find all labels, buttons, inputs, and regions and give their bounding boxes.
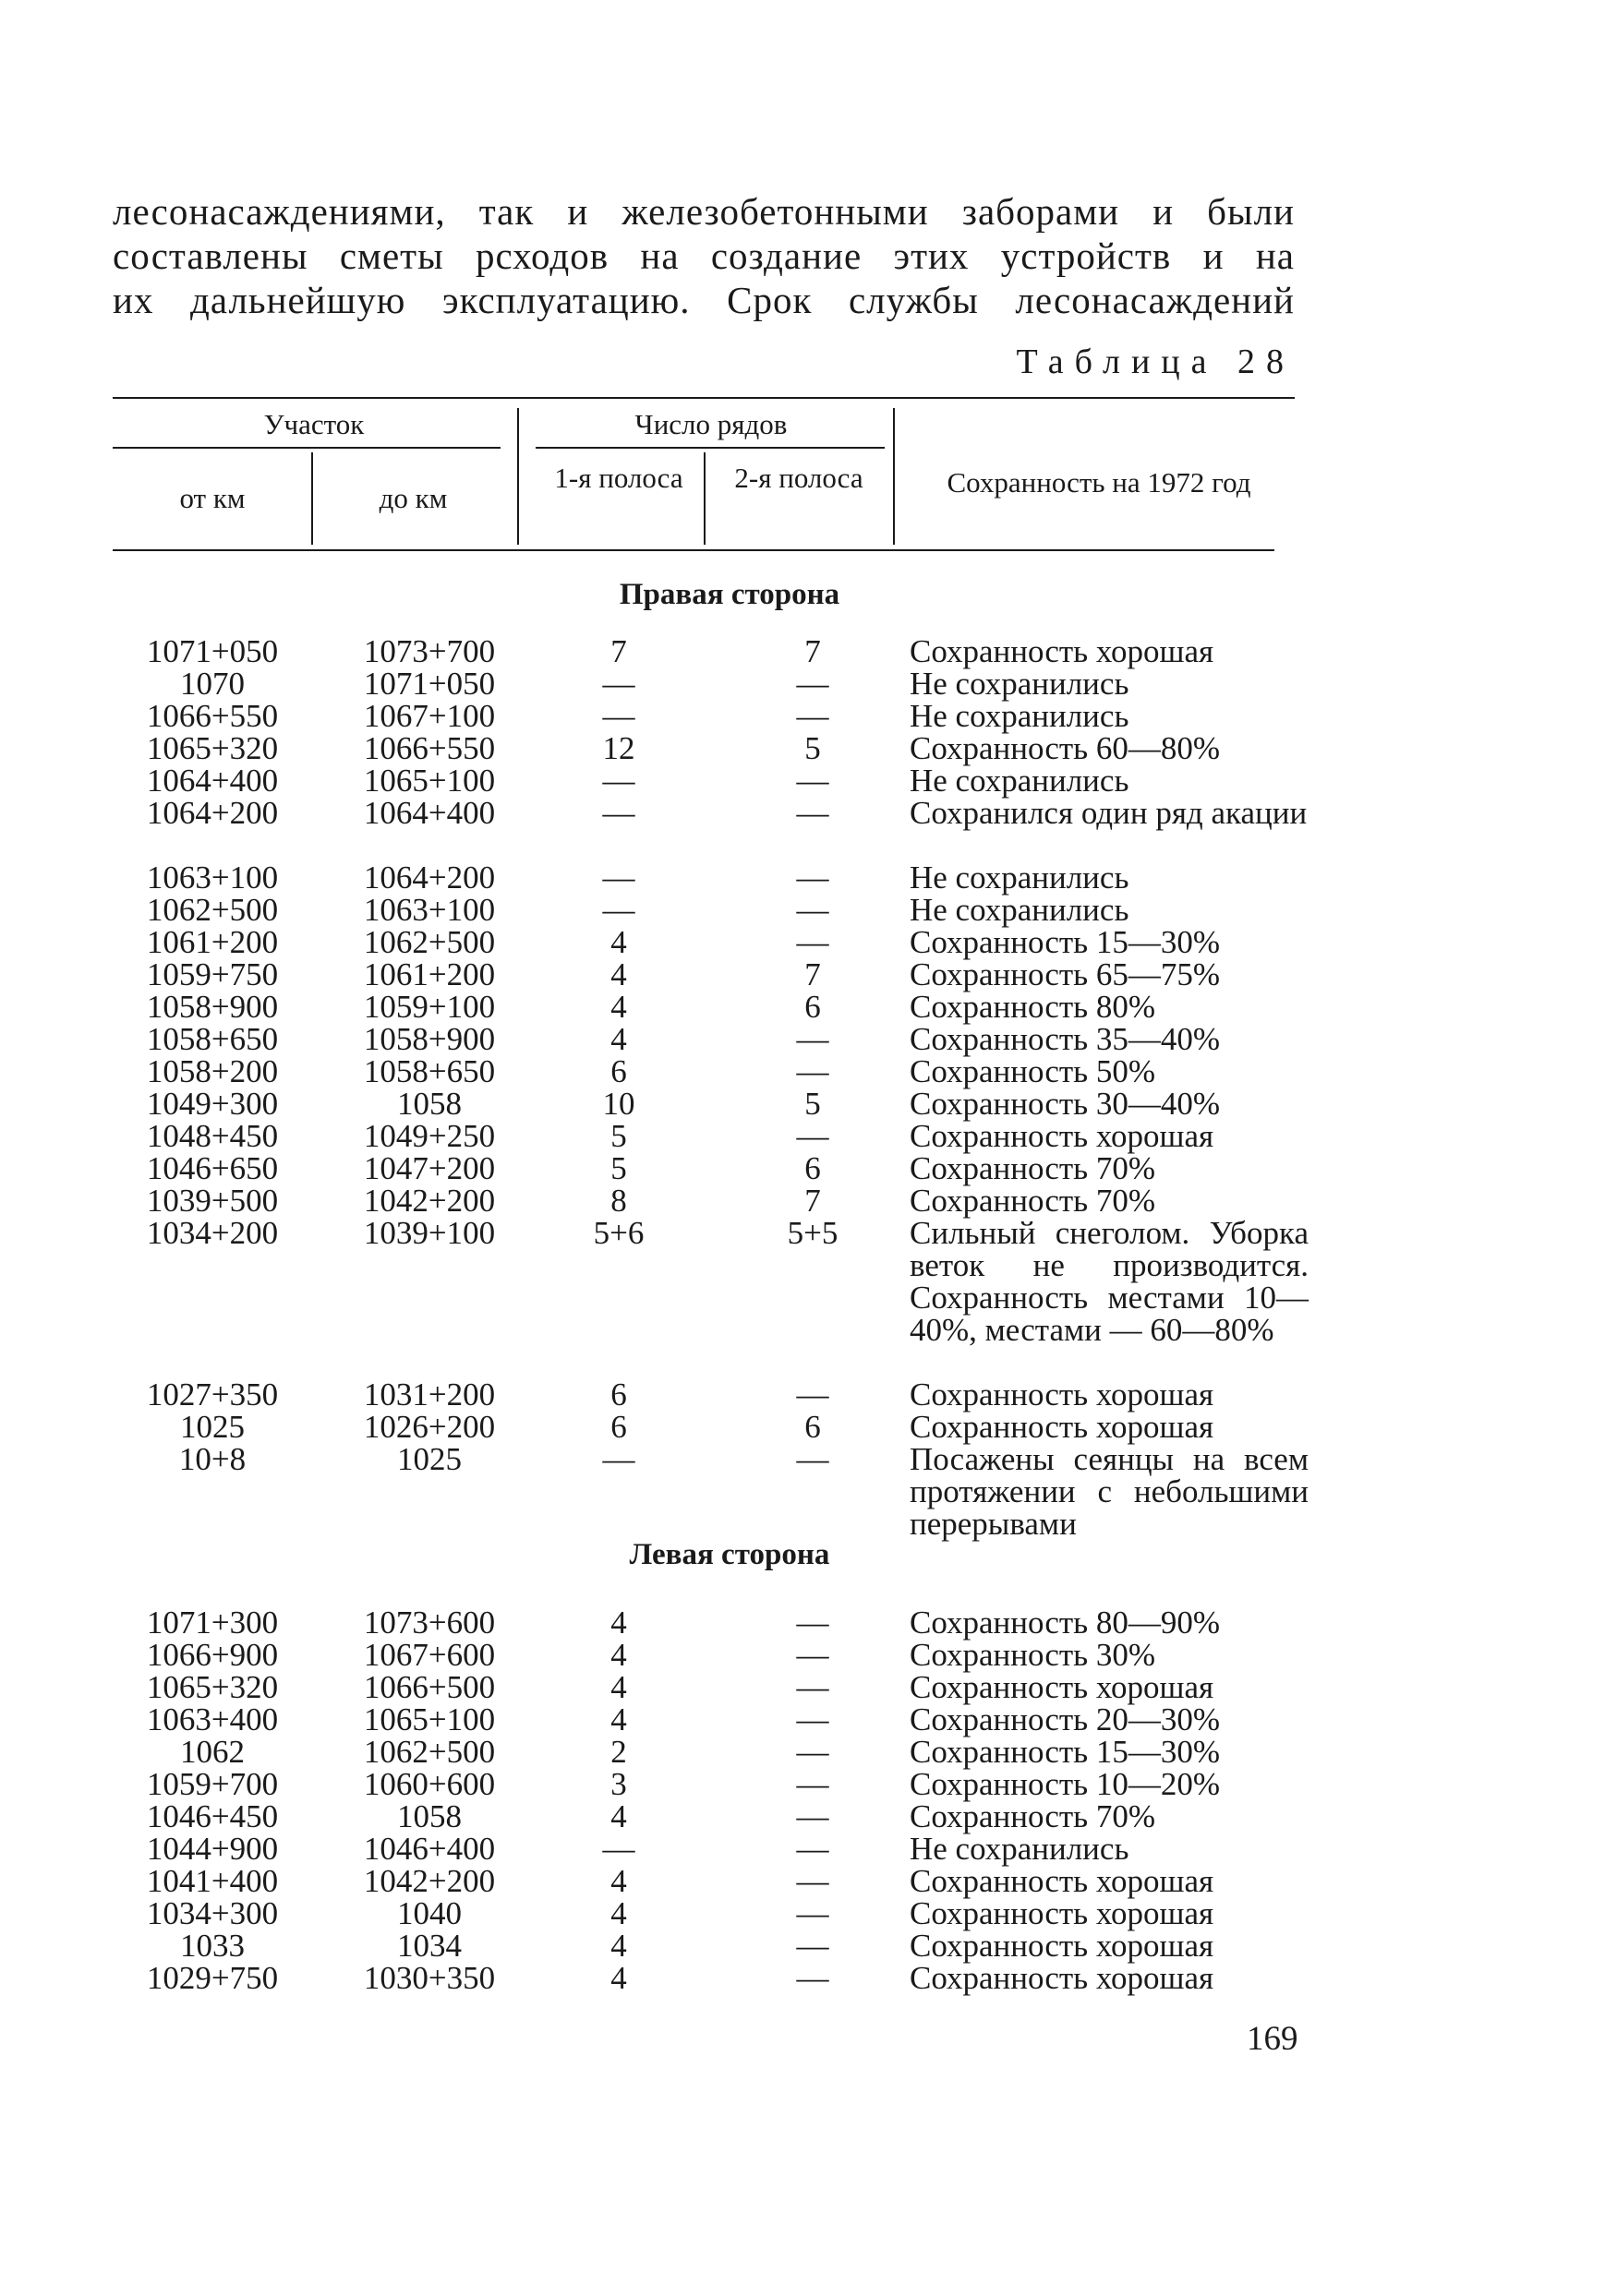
condition-cell: Сохранность 60—80% [910,730,1221,766]
intro-paragraph [113,189,1295,322]
strip2-rows-cell: — [796,1766,829,1802]
km-from-cell: 1039+500 [146,1183,279,1219]
km-from-cell: 1034+300 [146,1895,279,1931]
condition-cell: Сохранность хорошая [910,1409,1214,1445]
km-from-cell: 1066+550 [146,698,279,734]
strip1-rows-cell: 8 [610,1183,627,1219]
condition-cell: Сохранность 15—30% [910,924,1221,960]
strip2-rows-cell: — [796,1960,829,1996]
km-to-cell: 1073+700 [363,633,496,669]
strip1-rows-cell: 5+6 [593,1215,645,1251]
strip2-rows-cell: — [796,1637,829,1673]
strip1-rows-cell: — [602,892,635,928]
condition-cell: Не сохранились [910,698,1129,734]
strip1-rows-cell: — [602,1441,635,1477]
condition-cell: Сохранность хорошая [910,1895,1214,1931]
strip2-rows-cell: — [796,1928,829,1964]
strip1-rows-cell: — [602,795,635,831]
km-from-cell: 1048+450 [146,1118,279,1154]
strip1-rows-cell: 4 [610,1798,627,1834]
km-to-cell: 1062+500 [363,1734,496,1770]
condition-cell: Сохранность 10—20% [910,1766,1221,1802]
km-to-cell: 1060+600 [363,1766,496,1802]
condition-cell: Сохранность хорошая [910,1928,1214,1964]
km-to-cell: 1042+200 [363,1863,496,1899]
km-to-cell: 1059+100 [363,989,496,1025]
strip1-rows-cell: 3 [610,1766,627,1802]
km-from-cell: 1071+300 [146,1605,279,1641]
condition-cell: Сильный снеголом. Уборка веток не производится. Сохранность местами 10—40%, местами — 60—80% [910,1215,1309,1348]
condition-cell: Сохранность 20—30% [910,1701,1221,1737]
km-from-cell: 1044+900 [146,1831,279,1867]
km-to-cell: 1058 [397,1086,462,1122]
condition-cell: Сохранность 15—30% [910,1734,1221,1770]
condition-cell: Сохранность хорошая [910,1669,1214,1705]
header-strip1: 1-я полоса [554,462,683,494]
km-to-cell: 1034 [397,1928,462,1964]
header-divider [893,408,895,545]
strip2-rows-cell: — [796,1701,829,1737]
table-top-rule [113,397,1295,399]
intro-line: лесонасаждениями, так и железобетонными заборами и были [113,190,1295,233]
strip2-rows-cell: — [796,1831,829,1867]
strip1-rows-cell: 4 [610,1895,627,1931]
header-strip2: 2-я полоса [734,462,863,494]
strip2-rows-cell: — [796,892,829,928]
km-to-cell: 1042+200 [363,1183,496,1219]
header-divider [517,408,519,545]
right-side-title: Правая сторона [619,578,840,611]
strip2-rows-cell: — [796,1118,829,1154]
strip2-rows-cell: — [796,1053,829,1089]
condition-cell: Сохранность 80—90% [910,1605,1221,1641]
page-number: 169 [1247,2020,1298,2058]
condition-cell: Сохранность 65—75% [910,956,1221,992]
km-to-cell: 1061+200 [363,956,496,992]
km-from-cell: 1062+500 [146,892,279,928]
strip1-rows-cell: 6 [610,1376,627,1412]
strip1-rows-cell: 4 [610,924,627,960]
rows-header-rule [536,447,885,449]
km-from-cell: 1062 [180,1734,245,1770]
strip1-rows-cell: 4 [610,989,627,1025]
condition-cell: Не сохранились [910,666,1129,702]
strip2-rows-cell: 6 [804,989,821,1025]
km-to-cell: 1067+600 [363,1637,496,1673]
km-from-cell: 1071+050 [146,633,279,669]
strip2-rows-cell: — [796,924,829,960]
km-from-cell: 1033 [180,1928,245,1964]
strip1-rows-cell: 4 [610,1605,627,1641]
strip1-rows-cell: 5 [610,1118,627,1154]
header-divider [704,452,706,545]
intro-line: составлены сметы рсходов на создание этих устройств и на [113,234,1295,277]
km-from-cell: 10+8 [178,1441,247,1477]
strip1-rows-cell: 10 [602,1086,635,1122]
strip1-rows-cell: — [602,1831,635,1867]
condition-cell: Сохранность 70% [910,1150,1156,1186]
section-header-rule [113,447,501,449]
km-to-cell: 1058+650 [363,1053,496,1089]
strip2-rows-cell: 5 [804,1086,821,1122]
condition-cell: Сохранность хорошая [910,1863,1214,1899]
strip1-rows-cell: 4 [610,1021,627,1057]
km-to-cell: 1064+400 [363,795,496,831]
condition-cell: Сохранность 50% [910,1053,1156,1089]
strip2-rows-cell: — [796,1863,829,1899]
km-to-cell: 1063+100 [363,892,496,928]
strip1-rows-cell: 4 [610,1637,627,1673]
intro-line: их дальнейшую эксплуатацию. Срок службы лесонасаждений [113,279,1295,321]
header-bottom-rule [113,549,1274,551]
strip1-rows-cell: 4 [610,956,627,992]
condition-cell: Посажены сеянцы на всем протяжении с небольшими перерывами [910,1441,1309,1542]
strip2-rows-cell: — [796,859,829,896]
condition-cell: Сохранность 80% [910,989,1156,1025]
strip2-rows-cell: — [796,1669,829,1705]
km-to-cell: 1039+100 [363,1215,496,1251]
km-from-cell: 1064+200 [146,795,279,831]
km-to-cell: 1058+900 [363,1021,496,1057]
header-rows: Число рядов [634,408,788,440]
km-from-cell: 1029+750 [146,1960,279,1996]
km-from-cell: 1063+400 [146,1701,279,1737]
strip1-rows-cell: 4 [610,1701,627,1737]
condition-cell: Сохранность хорошая [910,633,1214,669]
strip1-rows-cell: 2 [610,1734,627,1770]
km-to-cell: 1025 [397,1441,462,1477]
condition-cell: Не сохранились [910,763,1129,799]
condition-cell: Сохранился один ряд акации [910,795,1308,831]
km-from-cell: 1066+900 [146,1637,279,1673]
strip1-rows-cell: 4 [610,1928,627,1964]
strip2-rows-cell: 7 [804,956,821,992]
strip2-rows-cell: 5 [804,730,821,766]
strip1-rows-cell: — [602,666,635,702]
condition-cell: Сохранность 70% [910,1798,1156,1834]
strip1-rows-cell: 7 [610,633,627,669]
km-from-cell: 1059+700 [146,1766,279,1802]
strip1-rows-cell: 4 [610,1960,627,1996]
header-section: Участок [263,408,365,440]
strip2-rows-cell: — [796,1376,829,1412]
km-from-cell: 1025 [180,1409,245,1445]
strip2-rows-cell: 5+5 [787,1215,839,1251]
km-to-cell: 1046+400 [363,1831,496,1867]
strip1-rows-cell: 4 [610,1863,627,1899]
strip1-rows-cell: 4 [610,1669,627,1705]
table-label: Таблица 28 [1016,343,1295,381]
strip2-rows-cell: 6 [804,1409,821,1445]
condition-cell: Не сохранились [910,892,1129,928]
condition-cell: Не сохранились [910,859,1129,896]
strip2-rows-cell: — [796,1734,829,1770]
km-to-cell: 1066+500 [363,1669,496,1705]
condition-cell: Сохранность 30% [910,1637,1156,1673]
km-from-cell: 1034+200 [146,1215,279,1251]
km-from-cell: 1061+200 [146,924,279,960]
km-to-cell: 1062+500 [363,924,496,960]
condition-cell: Сохранность хорошая [910,1960,1214,1996]
condition-cell: Сохранность 70% [910,1183,1156,1219]
km-to-cell: 1066+550 [363,730,496,766]
strip1-rows-cell: — [602,698,635,734]
km-from-cell: 1070 [180,666,245,702]
header-condition: Сохранность на 1972 год [947,466,1251,499]
km-to-cell: 1065+100 [363,1701,496,1737]
strip1-rows-cell: 5 [610,1150,627,1186]
left-side-title: Левая сторона [629,1538,830,1571]
km-from-cell: 1046+650 [146,1150,279,1186]
strip1-rows-cell: 12 [602,730,635,766]
km-from-cell: 1049+300 [146,1086,279,1122]
km-from-cell: 1027+350 [146,1376,279,1412]
condition-cell: Сохранность 30—40% [910,1086,1221,1122]
strip2-rows-cell: — [796,666,829,702]
header-divider [311,452,313,545]
km-to-cell: 1031+200 [363,1376,496,1412]
km-to-cell: 1058 [397,1798,462,1834]
km-from-cell: 1058+200 [146,1053,279,1089]
strip2-rows-cell: 7 [804,1183,821,1219]
km-to-cell: 1047+200 [363,1150,496,1186]
km-to-cell: 1065+100 [363,763,496,799]
strip1-rows-cell: 6 [610,1053,627,1089]
km-from-cell: 1065+320 [146,730,279,766]
km-to-cell: 1026+200 [363,1409,496,1445]
km-to-cell: 1067+100 [363,698,496,734]
km-to-cell: 1030+350 [363,1960,496,1996]
km-to-cell: 1049+250 [363,1118,496,1154]
header-to: до км [379,482,448,514]
condition-cell: Не сохранились [910,1831,1129,1867]
km-to-cell: 1071+050 [363,666,496,702]
strip2-rows-cell: 6 [804,1150,821,1186]
km-to-cell: 1040 [397,1895,462,1931]
km-from-cell: 1059+750 [146,956,279,992]
strip2-rows-cell: — [796,1021,829,1057]
km-to-cell: 1064+200 [363,859,496,896]
strip1-rows-cell: 6 [610,1409,627,1445]
strip2-rows-cell: — [796,1441,829,1477]
strip1-rows-cell: — [602,859,635,896]
km-from-cell: 1065+320 [146,1669,279,1705]
condition-cell: Сохранность хорошая [910,1376,1214,1412]
strip2-rows-cell: — [796,763,829,799]
km-from-cell: 1046+450 [146,1798,279,1834]
strip2-rows-cell: 7 [804,633,821,669]
condition-cell: Сохранность хорошая [910,1118,1214,1154]
strip1-rows-cell: — [602,763,635,799]
strip2-rows-cell: — [796,795,829,831]
strip2-rows-cell: — [796,1605,829,1641]
strip2-rows-cell: — [796,698,829,734]
km-from-cell: 1041+400 [146,1863,279,1899]
km-from-cell: 1058+900 [146,989,279,1025]
km-from-cell: 1058+650 [146,1021,279,1057]
strip2-rows-cell: — [796,1895,829,1931]
condition-cell: Сохранность 35—40% [910,1021,1221,1057]
km-to-cell: 1073+600 [363,1605,496,1641]
km-from-cell: 1064+400 [146,763,279,799]
strip2-rows-cell: — [796,1798,829,1834]
header-from: от км [179,482,246,514]
km-from-cell: 1063+100 [146,859,279,896]
